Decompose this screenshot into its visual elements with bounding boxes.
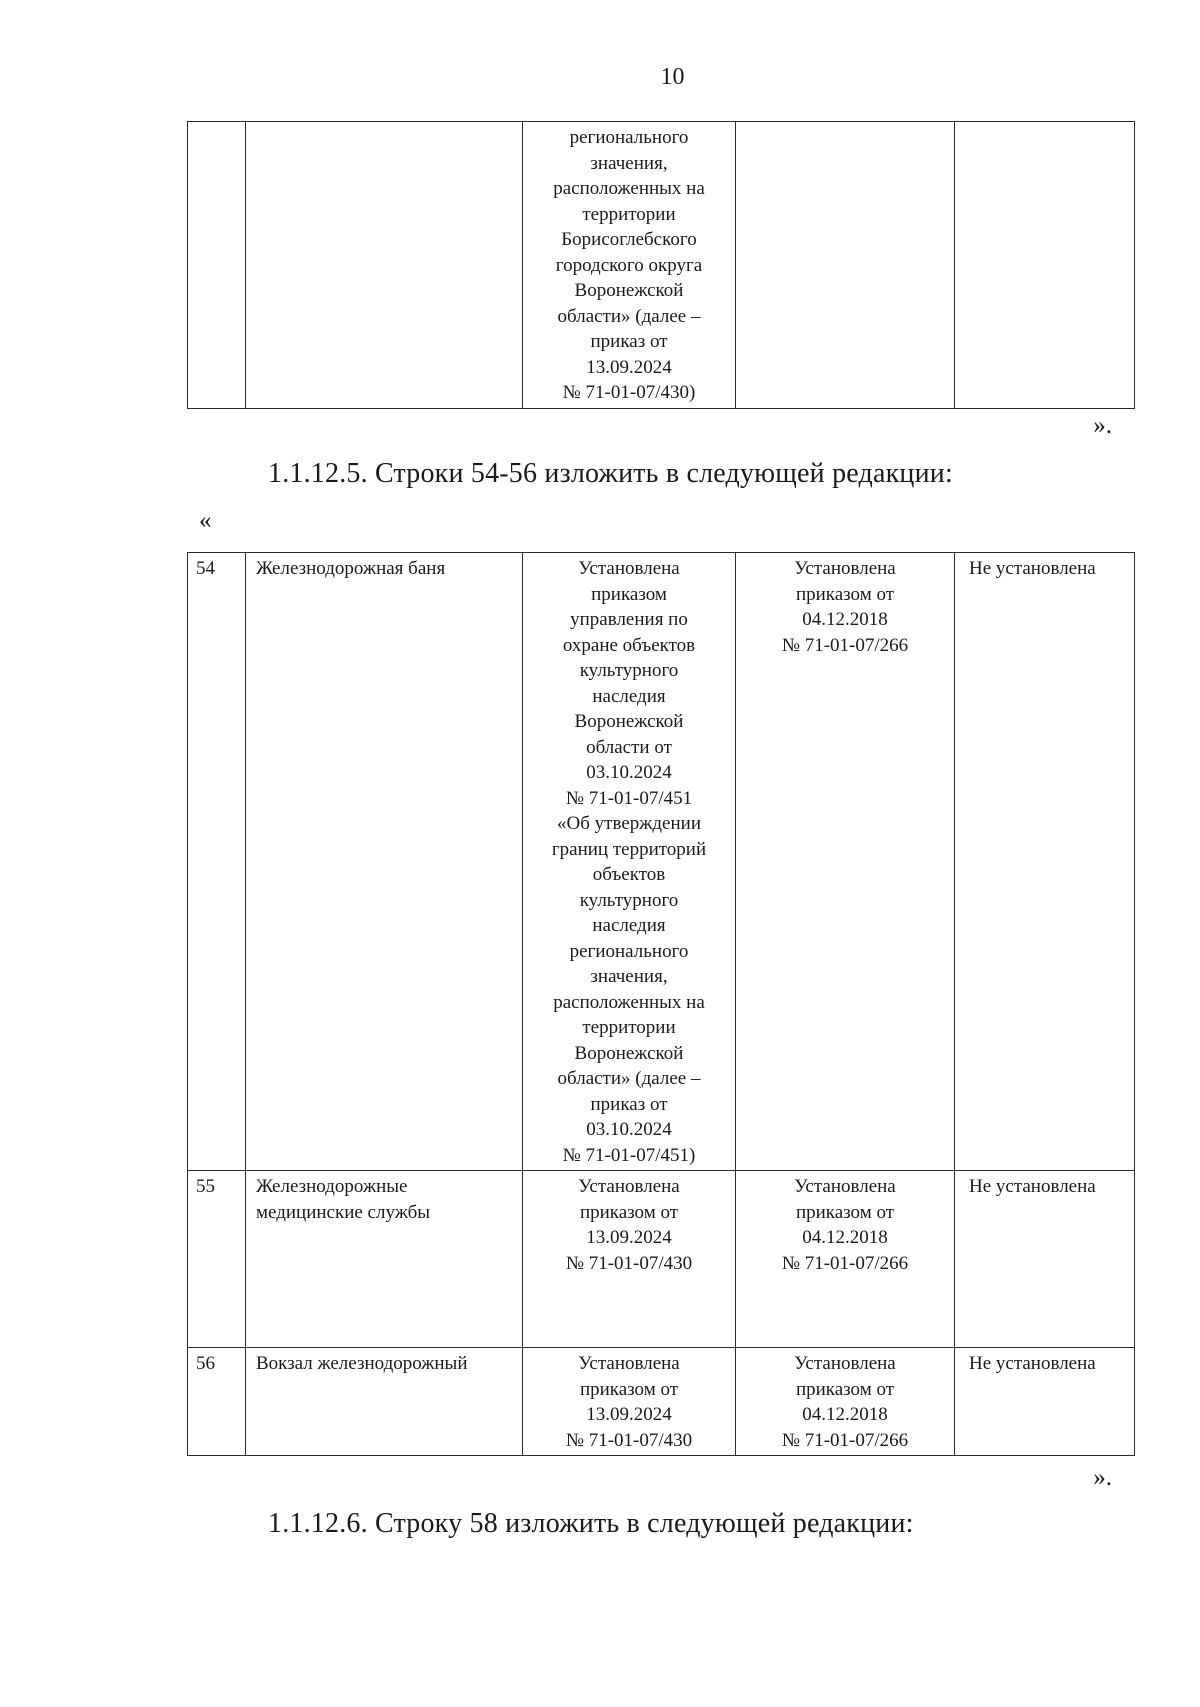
continuation-table xyxy=(187,121,1135,409)
territory-boundary-cell: Установлена приказом от 13.09.2024 № 71-01-07/430 xyxy=(523,1171,736,1348)
objects-table xyxy=(187,552,1135,1456)
object-name-cell: Вокзал железнодорожный xyxy=(246,1348,523,1456)
row-number-cell: 54 xyxy=(188,553,246,1171)
protection-zone-cell: Не установлена xyxy=(955,553,1135,1171)
protection-subject-cell: Установлена приказом от 04.12.2018 № 71-01-07/266 xyxy=(736,1171,955,1348)
territory-boundary-cell: Установлена приказом от 13.09.2024 № 71-01-07/430 xyxy=(523,1348,736,1456)
object-name-cell xyxy=(246,122,523,409)
row-number-cell: 56 xyxy=(188,1348,246,1456)
territory-boundary-cell: Установлена приказом управления по охране объектов культурного наследия Воронежской области от 03.10.2024 № 71-01-07/451 «Об утверждении границ территорий объектов культурного наследия регионального значения, расположенных на территории Воронежской области» (далее – приказ от 03.10.2024 № 71-01-07/451) xyxy=(523,553,736,1171)
object-name-cell: Железнодорожные медицинские службы xyxy=(246,1171,523,1348)
territory-boundary-cell: регионального значения, расположенных на территории Борисоглебского городского округа Воронежской области» (далее – приказ от 13.09.2024 № 71-01-07/430) xyxy=(523,122,736,409)
table-row xyxy=(188,1171,1135,1348)
clause-heading: 1.1.12.6. Строку 58 изложить в следующей редакции: xyxy=(268,1508,914,1539)
clause-heading: 1.1.12.5. Строки 54-56 изложить в следующей редакции: xyxy=(268,458,953,489)
page-number: 10 xyxy=(660,64,685,90)
row-number-cell: 55 xyxy=(188,1171,246,1348)
protection-subject-cell: Установлена приказом от 04.12.2018 № 71-01-07/266 xyxy=(736,1348,955,1456)
table-row xyxy=(188,553,1135,1171)
protection-subject-cell xyxy=(736,122,955,409)
table-row xyxy=(188,1348,1135,1456)
protection-zone-cell: Не установлена xyxy=(955,1348,1135,1456)
protection-zone-cell: Не установлена xyxy=(955,1171,1135,1348)
closing-quote: ». xyxy=(1093,1464,1112,1491)
protection-zone-cell xyxy=(955,122,1135,409)
row-number-cell xyxy=(188,122,246,409)
table-row xyxy=(188,122,1135,409)
protection-subject-cell: Установлена приказом от 04.12.2018 № 71-01-07/266 xyxy=(736,553,955,1171)
opening-quote: « xyxy=(199,507,212,534)
closing-quote: ». xyxy=(1093,412,1112,439)
object-name-cell: Железнодорожная баня xyxy=(246,553,523,1171)
